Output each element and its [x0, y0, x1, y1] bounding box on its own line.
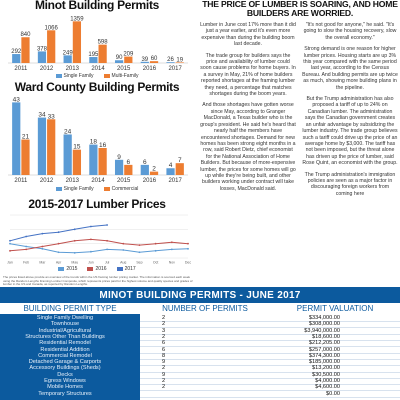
- bar-single-family: [12, 54, 20, 63]
- data-label: 7: [177, 157, 182, 165]
- permit-count-cell: 2: [162, 378, 166, 384]
- bar-single-family: [115, 160, 123, 175]
- table-header: [0, 303, 400, 314]
- data-point: [9, 240, 11, 242]
- data-point: [122, 249, 124, 251]
- legend-item-single-family: Single Family: [56, 73, 94, 79]
- permit-count-cell: 9: [162, 359, 166, 366]
- x-tick-label: Apr: [55, 260, 62, 264]
- data-point: [41, 233, 43, 235]
- article-paragraph: "It's not good for anyone," he said. "It's going to slow the housing recovery, slow the overall economy.": [303, 22, 397, 41]
- x-tick-label: 2014: [91, 66, 105, 72]
- permit-type-cell: Mobile Homes: [47, 384, 83, 391]
- data-label: 292: [11, 49, 22, 56]
- data-label: 4: [168, 162, 173, 170]
- data-point: [74, 228, 76, 230]
- data-point: [25, 246, 27, 248]
- x-tick-label: 2012: [39, 66, 54, 72]
- data-point: [74, 240, 76, 242]
- article-headline: THE PRICE OF LUMBER IS SOARING, AND HOME BUILDERS ARE WORRIED.: [202, 0, 398, 18]
- x-tick-label: Jun: [88, 260, 94, 264]
- bar-single-family: [64, 134, 72, 175]
- bar-single-family: [12, 102, 20, 175]
- permit-count-cell: 9: [162, 371, 166, 378]
- data-label: 1066: [44, 25, 58, 32]
- data-point: [155, 243, 157, 245]
- x-tick-label: May: [71, 260, 79, 264]
- data-point: [41, 248, 43, 250]
- bar-commercial: [124, 165, 132, 175]
- legend-item-single-family: Single Family: [56, 186, 94, 192]
- data-point: [155, 250, 157, 252]
- article-paragraph: The trade group for builders says the price and availability of lumber could soon cause problems for home buyers. In a survey in May, 21% of home builders reported shortages at the framing lumber they need, a percentage that matches shortages during the boom years.: [200, 52, 296, 98]
- permit-type-cell: Accessory Buildings (Sheds): [29, 365, 101, 372]
- data-point: [139, 244, 141, 246]
- permit-count-cell: 3: [162, 327, 166, 334]
- data-label: 598: [97, 39, 108, 46]
- bar-single-family: [64, 55, 72, 63]
- series-line-2015: [10, 244, 188, 253]
- table-title: MINOT BUILDING PERMITS - JUNE 2017: [99, 290, 301, 301]
- series-line-2016: [10, 239, 188, 250]
- legend-item-2015: 2015: [58, 266, 77, 272]
- x-tick-label: Nov: [168, 260, 175, 264]
- permit-type-cell: Townhouse: [50, 321, 80, 328]
- permits-table: [0, 287, 400, 400]
- permit-count-cell: 8: [162, 352, 166, 359]
- bar-single-family: [89, 145, 97, 175]
- data-point: [41, 246, 43, 248]
- x-tick-label: 2015: [117, 178, 131, 184]
- data-point: [187, 243, 189, 245]
- permit-count-cell: 2: [162, 315, 166, 321]
- chart-title-ward: Ward County Building Permits: [14, 80, 180, 94]
- x-tick-label: 2017: [168, 178, 182, 184]
- permit-count-cell: 6: [162, 340, 166, 347]
- bar-single-family: [38, 118, 46, 175]
- data-point: [106, 249, 108, 251]
- permit-value-cell: $212,205.00: [308, 340, 340, 347]
- data-point: [9, 250, 11, 252]
- data-label: 26: [167, 57, 174, 64]
- x-tick-label: Oct: [152, 260, 159, 264]
- article-column-1: [200, 22, 296, 197]
- x-tick-label: 2016: [142, 66, 157, 72]
- data-label: 6: [126, 158, 131, 166]
- chart-footnote: The prices listed above provide an overview of the trends within the US framing lumber pricing market. The information is sourced each week using the Random Lengths Framing Lumber Composite, which represents prices paid for the highest volume and quality species and grades of lumber in the US and Canada, as reported by Random Lengths.: [3, 275, 193, 287]
- data-label: 6: [143, 158, 147, 166]
- x-tick-label: Aug: [120, 260, 127, 264]
- header-number-of-permits: NUMBER OF PERMITS: [162, 304, 248, 313]
- chart-lumber-prices: [2, 212, 192, 264]
- data-point: [122, 243, 124, 245]
- article: [196, 0, 400, 238]
- permit-value-cell: $13,200.00: [312, 365, 340, 372]
- bar-multi-family: [47, 30, 55, 63]
- permit-type-cell: Single Family Dwelling: [36, 315, 94, 321]
- permit-value-cell: $3,940,000.00: [304, 327, 340, 334]
- x-tick-label: Jul: [104, 260, 110, 264]
- data-label: 9: [117, 153, 121, 161]
- permit-value-cell: $4,000.00: [315, 378, 340, 384]
- permit-type-cell: Egress Windows: [44, 378, 86, 384]
- article-paragraph: The Trump administration's immigration policies are seen as a major factor in discouraging foreign workers from coming here: [304, 171, 396, 197]
- data-point: [106, 240, 108, 242]
- data-label: 43: [12, 96, 20, 104]
- data-label: 19: [176, 57, 184, 64]
- permit-value-cell: $257,000.00: [308, 346, 340, 353]
- data-label: 34: [38, 111, 46, 119]
- legend-item-commercial: Commercial: [104, 186, 139, 192]
- permit-type-cell: Residential Remodel: [39, 340, 91, 347]
- permit-type-cell: Decks: [57, 371, 73, 378]
- data-label: 840: [20, 32, 31, 39]
- x-tick-label: 2015: [117, 66, 131, 72]
- data-point: [106, 224, 108, 226]
- data-point: [139, 251, 141, 253]
- bar-multi-family: [21, 37, 29, 63]
- data-point: [58, 251, 60, 253]
- table-row: [0, 391, 400, 397]
- permit-count-cell: 2: [162, 365, 166, 372]
- header-permit-type: BUILDING PERMIT TYPE: [23, 304, 117, 313]
- permit-type-cell: Detached Garage & Carports: [28, 359, 102, 366]
- x-tick-label: Feb: [23, 260, 30, 264]
- data-label: 209: [123, 51, 134, 58]
- data-point: [74, 252, 76, 254]
- data-point: [58, 243, 60, 245]
- permit-value-cell: $308,000.00: [308, 321, 340, 328]
- chart-ward-permits: [2, 92, 192, 184]
- permit-type-cell: Structures Other Than Buildings: [25, 333, 105, 340]
- article-paragraph: Lumber in June cost 17% more than it did just a year earlier, and it's even more expensive than during the building boom last decade.: [200, 22, 296, 48]
- permit-count-cell: 2: [162, 333, 166, 340]
- data-label: 90: [115, 55, 123, 62]
- data-label: 33: [47, 113, 55, 121]
- legend-item-multi-family: Multi-Family: [104, 73, 139, 79]
- chart-minot-permits: [2, 10, 192, 72]
- legend-lumber: [2, 266, 192, 272]
- bar-single-family: [38, 51, 46, 63]
- data-label: 195: [88, 52, 99, 59]
- permit-type-cell: Temporary Structures: [38, 390, 92, 397]
- data-label: 21: [21, 133, 30, 141]
- legend-item-2017: 2017: [117, 266, 136, 272]
- data-point: [90, 251, 92, 253]
- x-tick-label: Jan: [7, 260, 13, 264]
- data-point: [90, 226, 92, 228]
- bar-commercial: [21, 140, 29, 175]
- x-tick-label: 2013: [65, 178, 79, 184]
- permit-count-cell: 2: [162, 384, 166, 391]
- x-tick-label: Dec: [184, 260, 192, 264]
- data-label: 60: [150, 56, 158, 63]
- permit-value-cell: $374,300.00: [308, 352, 340, 359]
- permit-value-cell: $185,000.00: [308, 359, 340, 366]
- legend-ward: [2, 186, 192, 192]
- data-label: 18: [89, 138, 98, 146]
- data-point: [9, 243, 11, 245]
- header-permit-valuation: PERMIT VALUATION: [296, 304, 374, 313]
- permit-type-cell: Commercial Remodel: [38, 352, 92, 359]
- data-label: 16: [98, 141, 107, 149]
- bar-single-family: [141, 165, 149, 175]
- bar-commercial: [99, 148, 107, 175]
- bar-multi-family: [73, 21, 81, 63]
- article-paragraph: But the Trump administration has also proposed a tariff of up to 24% on Canadian lumber. The administration says the Canadian government creates an unfair advantage by subsidizing the lumber industry. The trade group believes such a tariff could drive up the price of an average home by $3,000. The tariff has not been imposed, but the threat alone has driven up the price of lumber, said Rose Quint, an economist with the group.: [302, 96, 398, 167]
- bar-commercial: [176, 163, 184, 175]
- permit-count-cell: 6: [162, 346, 166, 353]
- data-label: 2: [152, 165, 156, 173]
- data-point: [25, 236, 27, 238]
- data-label: 1359: [70, 16, 84, 23]
- article-column-2: [302, 22, 398, 202]
- bar-single-family: [166, 168, 174, 175]
- x-tick-label: 2016: [142, 178, 157, 184]
- legend-item-2016: 2016: [87, 266, 106, 272]
- x-tick-label: Mar: [39, 260, 46, 264]
- x-tick-label: 2011: [14, 178, 28, 184]
- data-label: 378: [36, 46, 47, 53]
- permit-value-cell: $4,600.00: [315, 384, 340, 391]
- legend-minot: [2, 73, 192, 79]
- x-tick-label: 2017: [168, 66, 182, 72]
- chart-title-minot: Minot Building Permits: [34, 0, 160, 12]
- permit-count-cell: 2: [162, 321, 166, 328]
- x-tick-label: 2013: [65, 66, 79, 72]
- data-label: 39: [141, 56, 149, 63]
- permit-value-cell: $0.00: [326, 390, 340, 397]
- data-point: [58, 231, 60, 233]
- x-tick-label: 2011: [14, 66, 28, 72]
- permit-type-cell: Industrial/Agricultural: [38, 327, 92, 334]
- chart-title-lumber: 2015-2017 Lumber Prices: [28, 197, 166, 211]
- data-point: [90, 238, 92, 240]
- article-paragraph: And those shortages have gotten worse since May, according to Granger MacDonald, a Texas builder who is the group's president. He said he's heard that nearly half the members have encountered shortages. Demand for new homes has been strong eight months in a row, said Robert Dietz, chief economist for the National Association of Home Builders. But because of more-expensive lumber, the prices for some homes will go up while they're being built, and other builders working under contract will take losses, MacDonald said.: [200, 102, 296, 192]
- permit-value-cell: $30,500.00: [312, 371, 340, 378]
- data-point: [25, 249, 27, 251]
- x-tick-label: 2014: [91, 178, 105, 184]
- article-paragraph: Strong demand is one reason for higher lumber prices. Housing starts are up 3% this year compared with the same period last year, according to the Census Bureau. And building permits are up twice as much, showing more building plans in the pipeline.: [302, 46, 398, 91]
- bar-multi-family: [99, 45, 107, 63]
- bar-commercial: [47, 119, 55, 175]
- x-tick-label: 2012: [39, 178, 54, 184]
- permit-value-cell: $334,000.00: [308, 315, 340, 321]
- data-point: [187, 248, 189, 250]
- data-label: 15: [73, 143, 81, 151]
- permit-value-cell: $18,600.00: [312, 333, 340, 340]
- data-point: [171, 249, 173, 251]
- permit-type-cell: Residential Addition: [40, 346, 90, 353]
- data-point: [171, 241, 173, 243]
- data-label: 24: [64, 128, 72, 136]
- x-tick-label: Sep: [136, 260, 143, 264]
- data-label: 249: [62, 50, 73, 57]
- bar-commercial: [73, 150, 81, 175]
